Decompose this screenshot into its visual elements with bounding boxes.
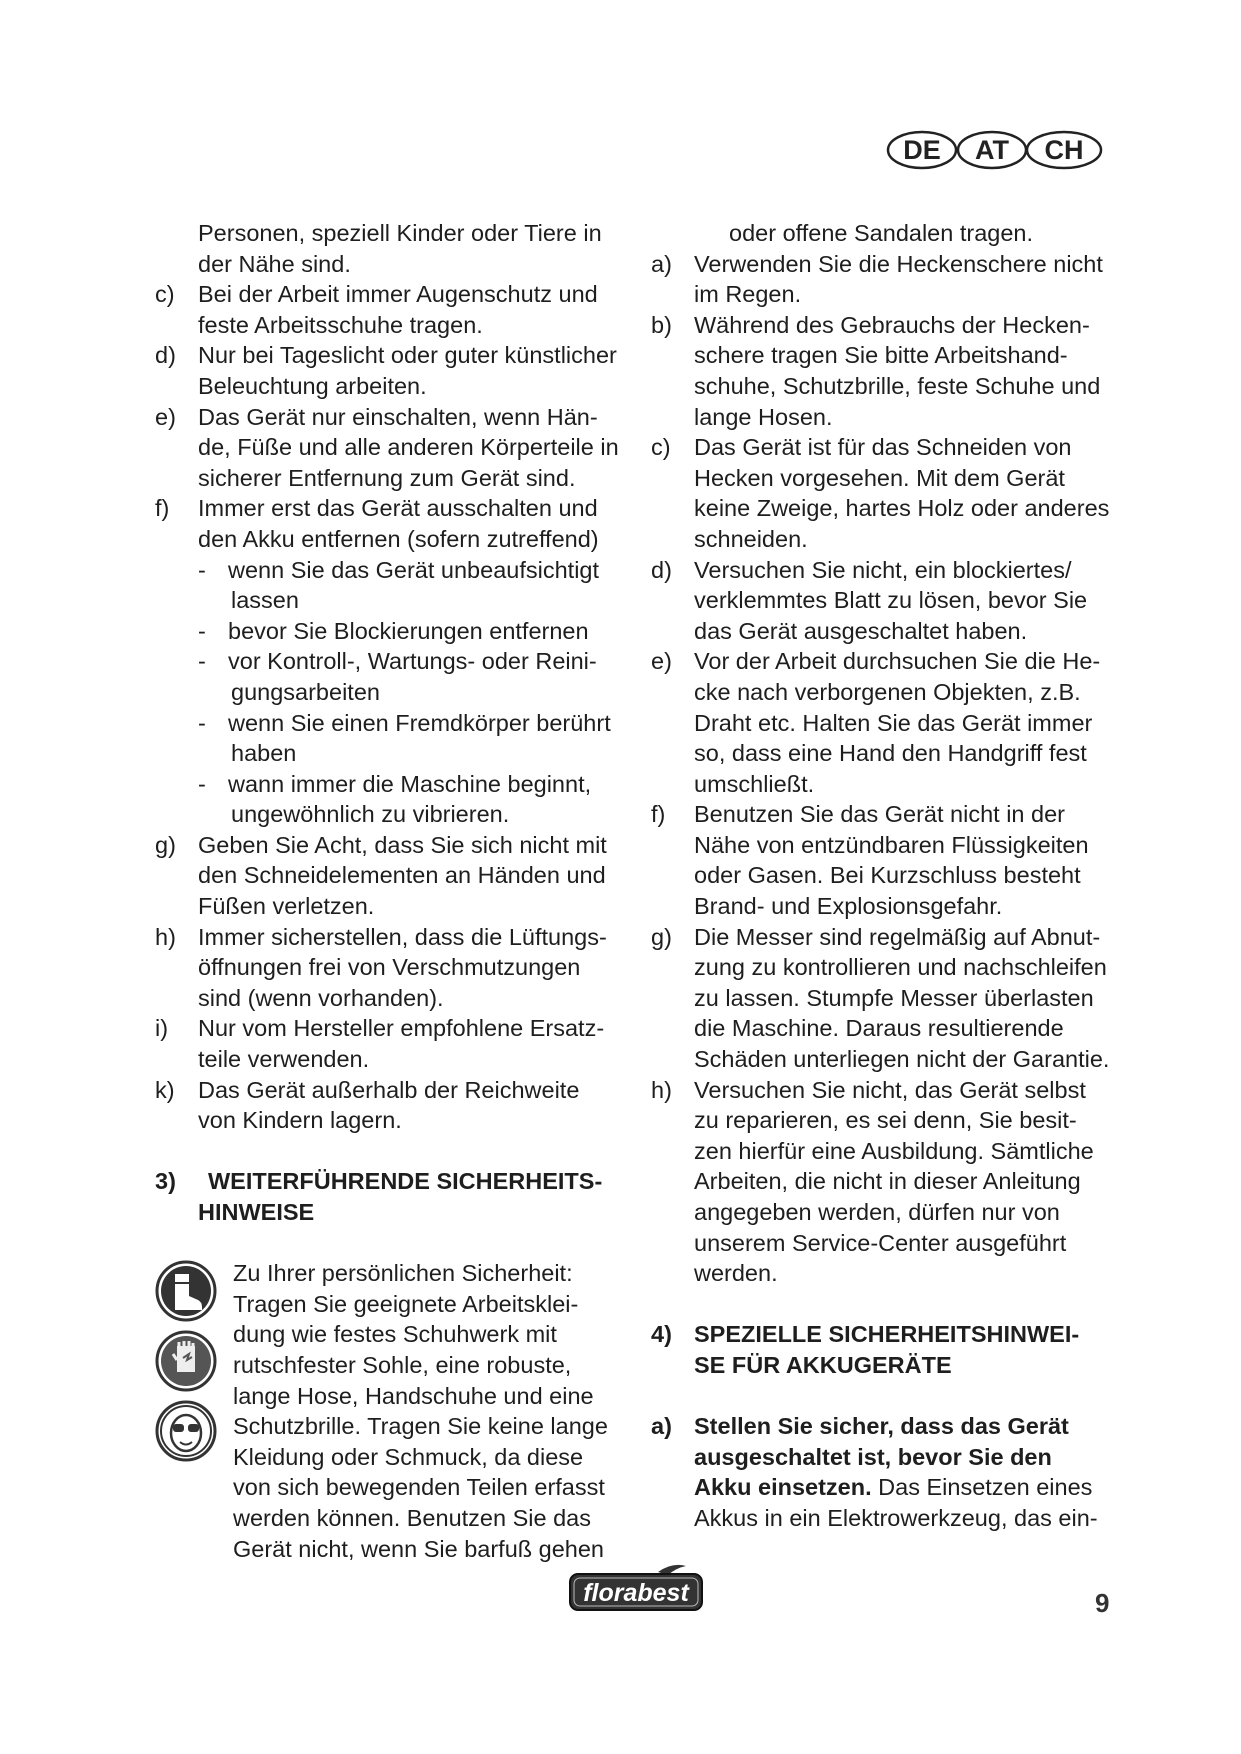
right-column — [651, 218, 1121, 1534]
country-badges — [884, 128, 1114, 172]
list-item-a-bold — [651, 1411, 1121, 1442]
list-item-d — [651, 555, 1121, 586]
item-label: h) — [155, 923, 176, 950]
list-item-a — [651, 249, 1121, 280]
text-line: das Gerät ausgeschaltet haben. — [694, 617, 1028, 644]
text-line: Kleidung oder Schmuck, da diese — [233, 1443, 584, 1470]
list-item-f — [651, 799, 1121, 830]
dash: - — [198, 617, 206, 644]
spacer — [155, 1136, 635, 1167]
item-label: e) — [651, 648, 672, 675]
list-item-e — [155, 402, 635, 433]
item-text: Während des Gebrauchs der Hecken- — [694, 311, 1090, 338]
brand-text: florabest — [583, 1579, 689, 1607]
text-line: Schäden unterliegen nicht der Garantie. — [694, 1046, 1110, 1073]
item-text: Das Gerät ist für das Schneiden von — [694, 434, 1072, 461]
sub-bullet-text: wann immer die Maschine beginnt, — [228, 770, 592, 797]
section-4-heading — [651, 1319, 1121, 1350]
text-line: schneiden. — [694, 525, 808, 552]
text-line: im Regen. — [694, 281, 802, 308]
item-label: a) — [651, 250, 672, 277]
list-item-g — [155, 830, 635, 861]
section-title: SPEZIELLE SICHERHEITSHINWEI- — [694, 1321, 1080, 1348]
text-line: dung wie festes Schuhwerk mit — [233, 1321, 557, 1348]
text-line: keine Zweige, hartes Holz oder anderes — [694, 495, 1110, 522]
sub-bullet — [155, 769, 635, 800]
text-line: zen hierfür eine Ausbildung. Sämtliche — [694, 1137, 1094, 1164]
text-line: von Kindern lagern. — [198, 1107, 402, 1134]
badge-de-label: DE — [903, 135, 941, 165]
item-label: g) — [651, 923, 672, 950]
text-line: Füßen verletzen. — [198, 893, 375, 920]
item-label: e) — [155, 403, 176, 430]
text-line: zu reparieren, es sei denn, Sie besit- — [694, 1107, 1077, 1134]
dash: - — [198, 556, 206, 583]
text-line: schuhe, Schutzbrille, feste Schuhe und — [694, 372, 1101, 399]
text-line: Draht etc. Halten Sie das Gerät immer — [694, 709, 1093, 736]
text-line: gungsarbeiten — [231, 678, 380, 705]
item-text: Nur bei Tageslicht oder guter künstlicher — [198, 342, 617, 369]
text-line: Tragen Sie geeignete Arbeitsklei- — [233, 1290, 579, 1317]
list-item-b — [651, 310, 1121, 341]
item-label: f) — [651, 801, 666, 828]
left-column — [155, 218, 635, 1564]
item-label: i) — [155, 1015, 169, 1042]
sub-bullet-text: bevor Sie Blockierungen entfernen — [228, 617, 589, 644]
text-line: feste Arbeitsschuhe tragen. — [198, 311, 483, 338]
sub-bullet — [155, 616, 635, 647]
florabest-logo — [566, 1562, 706, 1614]
badge-at — [958, 132, 1026, 168]
item-text: Versuchen Sie nicht, das Gerät selbst — [694, 1076, 1086, 1103]
list-item-h — [155, 922, 635, 953]
dash: - — [198, 709, 206, 736]
text-line: schere tragen Sie bitte Arbeitshand- — [694, 342, 1068, 369]
text-line: Arbeiten, die nicht in dieser Anleitung — [694, 1168, 1081, 1195]
text-line: werden können. Benutzen Sie das — [233, 1504, 591, 1531]
spacer — [651, 1381, 1121, 1412]
page-number: 9 — [1095, 1588, 1110, 1618]
list-item-d — [155, 340, 635, 371]
text-line: zu lassen. Stumpfe Messer überlasten — [694, 984, 1094, 1011]
text-line: angegeben werden, dürfen nur von — [694, 1199, 1060, 1225]
item-label: k) — [155, 1076, 175, 1103]
text-line: sicherer Entfernung zum Gerät sind. — [198, 464, 576, 491]
list-item-f — [155, 493, 635, 524]
item-text: Vor der Arbeit durchsuchen Sie die He- — [694, 648, 1101, 675]
text-line: öffnungen frei von Verschmutzungen — [198, 954, 581, 981]
item-text: Nur vom Hersteller empfohlene Ersatz- — [198, 1015, 605, 1042]
text-line: werden. — [694, 1260, 778, 1287]
item-label: c) — [651, 434, 671, 461]
text-line: Akkus in ein Elektrowerkzeug, das ein- — [694, 1504, 1098, 1531]
sub-bullet-text: wenn Sie das Gerät unbeaufsichtigt — [228, 556, 600, 583]
list-item-e — [651, 646, 1121, 677]
text-line: oder offene Sandalen tragen. — [729, 220, 1034, 246]
item-label: d) — [155, 342, 176, 369]
spacer — [155, 1228, 635, 1259]
item-text: Immer sicherstellen, dass die Lüftungs- — [198, 923, 607, 950]
item-text: Die Messer sind regelmäßig auf Abnut- — [694, 923, 1101, 950]
list-item-k — [155, 1075, 635, 1106]
text-line: zung zu kontrollieren und nachschleifen — [694, 954, 1107, 981]
text-line: umschließt. — [694, 770, 815, 797]
text-line: lange Hosen. — [694, 403, 833, 430]
text-line: Gerät nicht, wenn Sie barfuß gehen — [233, 1535, 604, 1562]
item-label: d) — [651, 556, 672, 583]
text-line: Nähe von entzündbaren Flüssigkeiten — [694, 831, 1089, 858]
text-line: von sich bewegenden Teilen erfasst — [233, 1474, 605, 1501]
dash: - — [198, 770, 206, 797]
text-line: Zu Ihrer persönlichen Sicherheit: — [233, 1260, 573, 1287]
item-text: Geben Sie Acht, dass Sie sich nicht mit — [198, 831, 607, 858]
dash: - — [198, 648, 206, 675]
list-item-c — [155, 279, 635, 310]
section-title: WEITERFÜHRENDE SICHERHEITS- — [208, 1168, 603, 1195]
text-line: unserem Service-Center ausgeführt — [694, 1229, 1067, 1256]
text-line: den Schneidelementen an Händen und — [198, 862, 606, 889]
bold-text: Akku einsetzen. — [694, 1474, 872, 1501]
section-3-heading — [155, 1166, 635, 1197]
text-line: sind (wenn vorhanden). — [198, 984, 444, 1011]
text-line: verklemmtes Blatt zu lösen, bevor Sie — [694, 587, 1088, 614]
text-line: rutschfester Sohle, eine robuste, — [233, 1351, 572, 1378]
item-text: Das Gerät außerhalb der Reichweite — [198, 1076, 580, 1103]
item-text: Stellen Sie sicher, dass das Gerät — [694, 1413, 1069, 1440]
list-item-h — [651, 1075, 1121, 1106]
item-text: Verwenden Sie die Heckenschere nicht — [694, 250, 1103, 277]
section-number: 3) — [155, 1168, 176, 1195]
item-label: f) — [155, 495, 170, 522]
spacer — [651, 1289, 1121, 1320]
section-3-heading-cont: HINWEISE — [198, 1199, 315, 1225]
badge-de — [888, 132, 956, 168]
text-line: teile verwenden. — [198, 1046, 370, 1073]
item-text: Benutzen Sie das Gerät nicht in der — [694, 801, 1065, 828]
sub-bullet-text: vor Kontroll-, Wartungs- oder Reini- — [228, 648, 597, 675]
list-item-i — [155, 1013, 635, 1044]
item-label: h) — [651, 1076, 672, 1103]
text-line: der Nähe sind. — [198, 250, 351, 277]
badge-at-label: AT — [975, 135, 1009, 165]
list-item-c — [651, 432, 1121, 463]
section-number: 4) — [651, 1321, 672, 1348]
badge-ch-label: CH — [1044, 135, 1084, 165]
sub-bullet — [155, 708, 635, 739]
section-4-heading-cont: SE FÜR AKKUGERÄTE — [694, 1351, 952, 1378]
text-line: lassen — [231, 587, 299, 614]
item-label: c) — [155, 281, 175, 308]
text-line: Brand- und Explosionsgefahr. — [694, 893, 1003, 920]
text-line: oder Gasen. Bei Kurzschluss besteht — [694, 862, 1081, 889]
text-line: ausgeschaltet ist, bevor Sie den — [694, 1443, 1052, 1470]
list-item-g — [651, 922, 1121, 953]
ppe-block — [155, 1258, 635, 1564]
item-label: g) — [155, 831, 176, 858]
text-line: haben — [231, 740, 297, 767]
item-label: a) — [651, 1413, 672, 1440]
text-line: die Maschine. Daraus resultierende — [694, 1015, 1064, 1042]
regular-text: Das Einsetzen eines — [871, 1474, 1093, 1501]
sub-bullet-text: wenn Sie einen Fremdkörper berührt — [228, 709, 611, 736]
sub-bullet — [155, 646, 635, 677]
text-line: Beleuchtung arbeiten. — [198, 372, 427, 399]
text-line: Personen, speziell Kinder oder Tiere in — [198, 220, 602, 246]
text-line: Schutzbrille. Tragen Sie keine lange — [233, 1413, 608, 1440]
text-line: Hecken vorgesehen. Mit dem Gerät — [694, 464, 1065, 491]
item-label: b) — [651, 311, 672, 338]
text-line: ungewöhnlich zu vibrieren. — [231, 801, 510, 828]
text-line: so, dass eine Hand den Handgriff fest — [694, 740, 1087, 767]
sub-bullet — [155, 555, 635, 586]
text-line — [651, 1472, 1121, 1503]
text-line: cke nach verborgenen Objekten, z.B. — [694, 678, 1081, 705]
badge-ch — [1027, 132, 1101, 168]
text-line: lange Hose, Handschuhe und eine — [233, 1382, 594, 1409]
text-line: den Akku entfernen (sofern zutreffend) — [198, 525, 599, 552]
item-text: Das Gerät nur einschalten, wenn Hän- — [198, 403, 598, 430]
item-text: Versuchen Sie nicht, ein blockiertes/ — [694, 556, 1072, 583]
text-line: de, Füße und alle anderen Körperteile in — [198, 434, 619, 461]
item-text: Bei der Arbeit immer Augenschutz und — [198, 281, 598, 308]
item-text: Immer erst das Gerät ausschalten und — [198, 495, 598, 522]
